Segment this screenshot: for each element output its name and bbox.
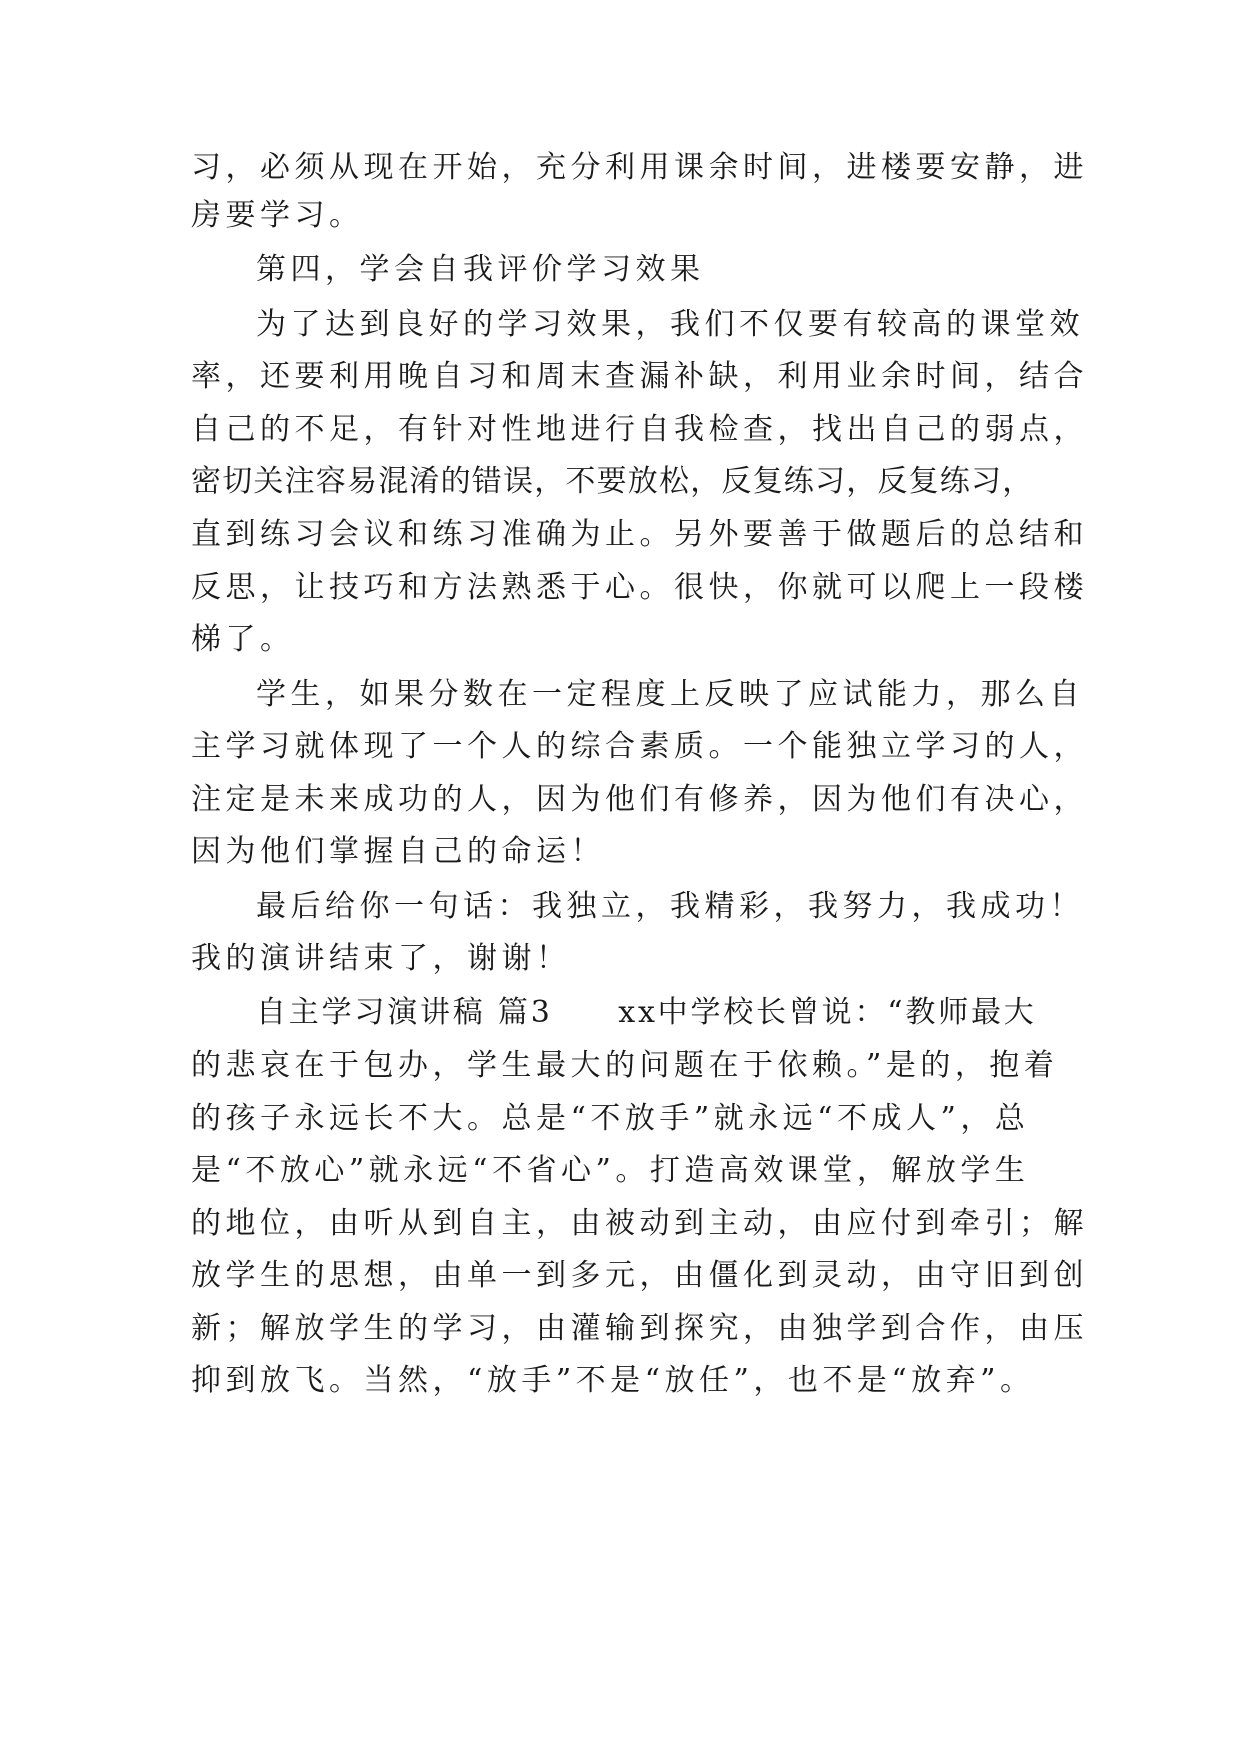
paragraph-line: 习，必须从现在开始，充分利用课余时间，进楼要安静，进 — [191, 150, 1088, 185]
paragraph-line: 学生，如果分数在一定程度上反映了应试能力，那么自 — [256, 677, 1084, 712]
paragraph-line: 的地位，由听从到自主，由被动到主动，由应付到牵引；解 — [191, 1206, 1088, 1241]
paragraph-line: 抑到放飞。当然，“放手”不是“放任”，也不是“放弃”。 — [191, 1363, 1035, 1398]
paragraph-line: 直到练习会议和练习准确为止。另外要善于做题后的总结和 — [191, 517, 1088, 552]
paragraph-line: 反思，让技巧和方法熟悉于心。很快，你就可以爬上一段楼 — [191, 570, 1088, 605]
paragraph-line: 是“不放心”就永远“不省心”。打造高效课堂，解放学生 — [191, 1153, 1030, 1188]
paragraph-line: 自主学习演讲稿 篇3 xx中学校长曾说：“教师最大 — [256, 995, 1037, 1030]
paragraph-line: 我的演讲结束了，谢谢！ — [191, 941, 571, 976]
paragraph-line: 为了达到良好的学习效果，我们不仅要有较高的课堂效 — [256, 307, 1084, 342]
paragraph-line: 新；解放学生的学习，由灌输到探究，由独学到合作，由压 — [191, 1311, 1088, 1346]
paragraph-line: 房要学习。 — [191, 198, 364, 233]
paragraph-line: 因为他们掌握自己的命运！ — [191, 834, 605, 869]
paragraph-line: 放学生的思想，由单一到多元，由僵化到灵动，由守旧到创 — [191, 1258, 1088, 1293]
paragraph-line: 最后给你一句话：我独立，我精彩，我努力，我成功！ — [256, 889, 1084, 924]
paragraph-line: 主学习就体现了一个人的综合素质。一个能独立学习的人， — [191, 729, 1088, 764]
paragraph-line: 自己的不足，有针对性地进行自我检查，找出自己的弱点， — [191, 412, 1088, 447]
paragraph-line: 率，还要利用晚自习和周末查漏补缺，利用业余时间，结合 — [191, 359, 1088, 394]
paragraph-line: 的孩子永远长不大。总是“不放手”就永远“不成人”，总 — [191, 1101, 1030, 1136]
section-heading: 第四，学会自我评价学习效果 — [256, 252, 705, 287]
paragraph-line: 注定是未来成功的人，因为他们有修养，因为他们有决心， — [191, 782, 1088, 817]
paragraph-line: 密切关注容易混淆的错误，不要放松，反复练习，反复练习， — [191, 464, 1034, 499]
paragraph-line: 的悲哀在于包办，学生最大的问题在于依赖。”是的，抱着 — [191, 1048, 1059, 1083]
paragraph-line: 梯了。 — [191, 622, 295, 657]
